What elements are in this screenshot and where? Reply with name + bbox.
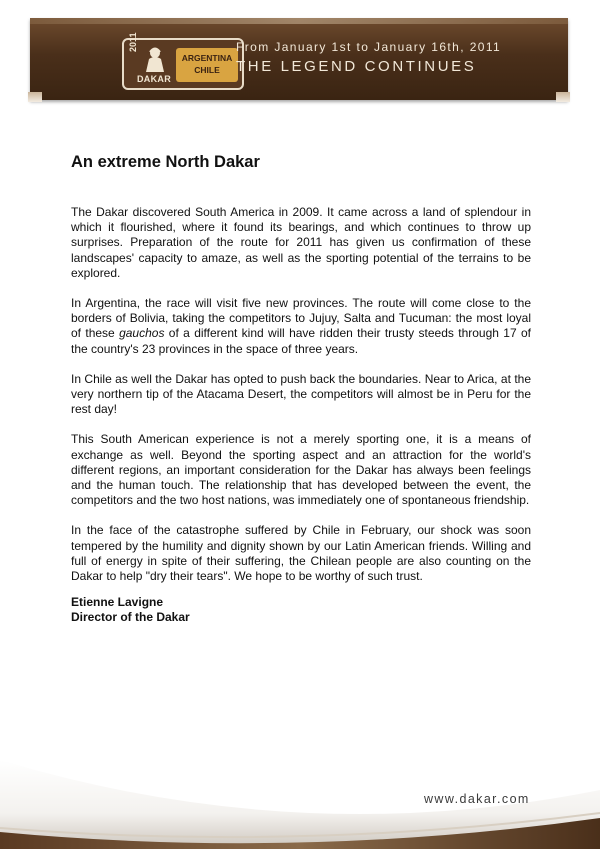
- logo-country-argentina: ARGENTINA: [181, 53, 233, 63]
- emphasis-gauchos: gauchos: [119, 326, 165, 341]
- paragraph-1: The Dakar discovered South America in 2009. It came across a land of splendour in which it flourished, where it found its bearings, and which continues to throw up surprises. Preparation of the route for 2011 has given us confirmation of these landscapes' capacity to amaze, as well as the sporting potential of the terrains to be explored.: [71, 205, 531, 280]
- paragraph-2: [71, 296, 531, 357]
- article-body: [71, 205, 531, 599]
- banner-curl-right: [556, 92, 570, 102]
- event-dates: From January 1st to January 16th, 2011: [236, 40, 502, 54]
- paragraph-5: In the face of the catastrophe suffered by Chile in February, our shock was soon tempered by the humility and dignity shown by our Latin American friends. Willing and full of energy in spite of their suffering, the Chilean people are also counting on the Dakar to help "dry their tears". We hope to be worthy of such trust.: [71, 523, 531, 584]
- dakar-logo: [122, 32, 244, 90]
- logo-countries: [176, 48, 238, 82]
- header-banner: [30, 18, 568, 100]
- logo-country-chile: CHILE: [194, 65, 220, 75]
- signature-title: Director of the Dakar: [71, 610, 190, 625]
- logo-brand: DAKAR: [137, 74, 171, 84]
- paragraph-2-text: In Argentina, the race will visit five new provinces. The route will come close to the borders of Bolivia, taking the competitors to Jujuy, Salta and Tucuman: the most loyal of these gauchos of a different kind will have ridden their trusty steeds through 17 of the country's 23 provinces in the space of three years.: [71, 296, 531, 356]
- page-curl-decoration: [0, 700, 600, 849]
- bedouin-icon: [140, 46, 170, 72]
- website-link[interactable]: www.dakar.com: [424, 792, 530, 806]
- article-title: An extreme North Dakar: [71, 153, 260, 171]
- paragraph-3: In Chile as well the Dakar has opted to push back the boundaries. Near to Arica, at the very northern tip of the Atacama Desert, the competitors will almost be in Peru for the rest day!: [71, 371, 531, 417]
- paragraph-4: This South American experience is not a merely sporting one, it is a means of exchange as well. Beyond the sporting aspect and an attraction for the world's different regions, an important consideration for the Dakar has always been feelings and the human touch. The relationship that has developed between the event, the competitors and the two host nations, was immediately one of spontaneous friendship.: [71, 432, 531, 508]
- signature-name: Etienne Lavigne: [71, 595, 164, 609]
- logo-year: 2011: [128, 32, 138, 52]
- event-tagline: THE LEGEND CONTINUES: [236, 58, 477, 75]
- banner-curl-left: [28, 92, 42, 102]
- signature: [71, 595, 190, 625]
